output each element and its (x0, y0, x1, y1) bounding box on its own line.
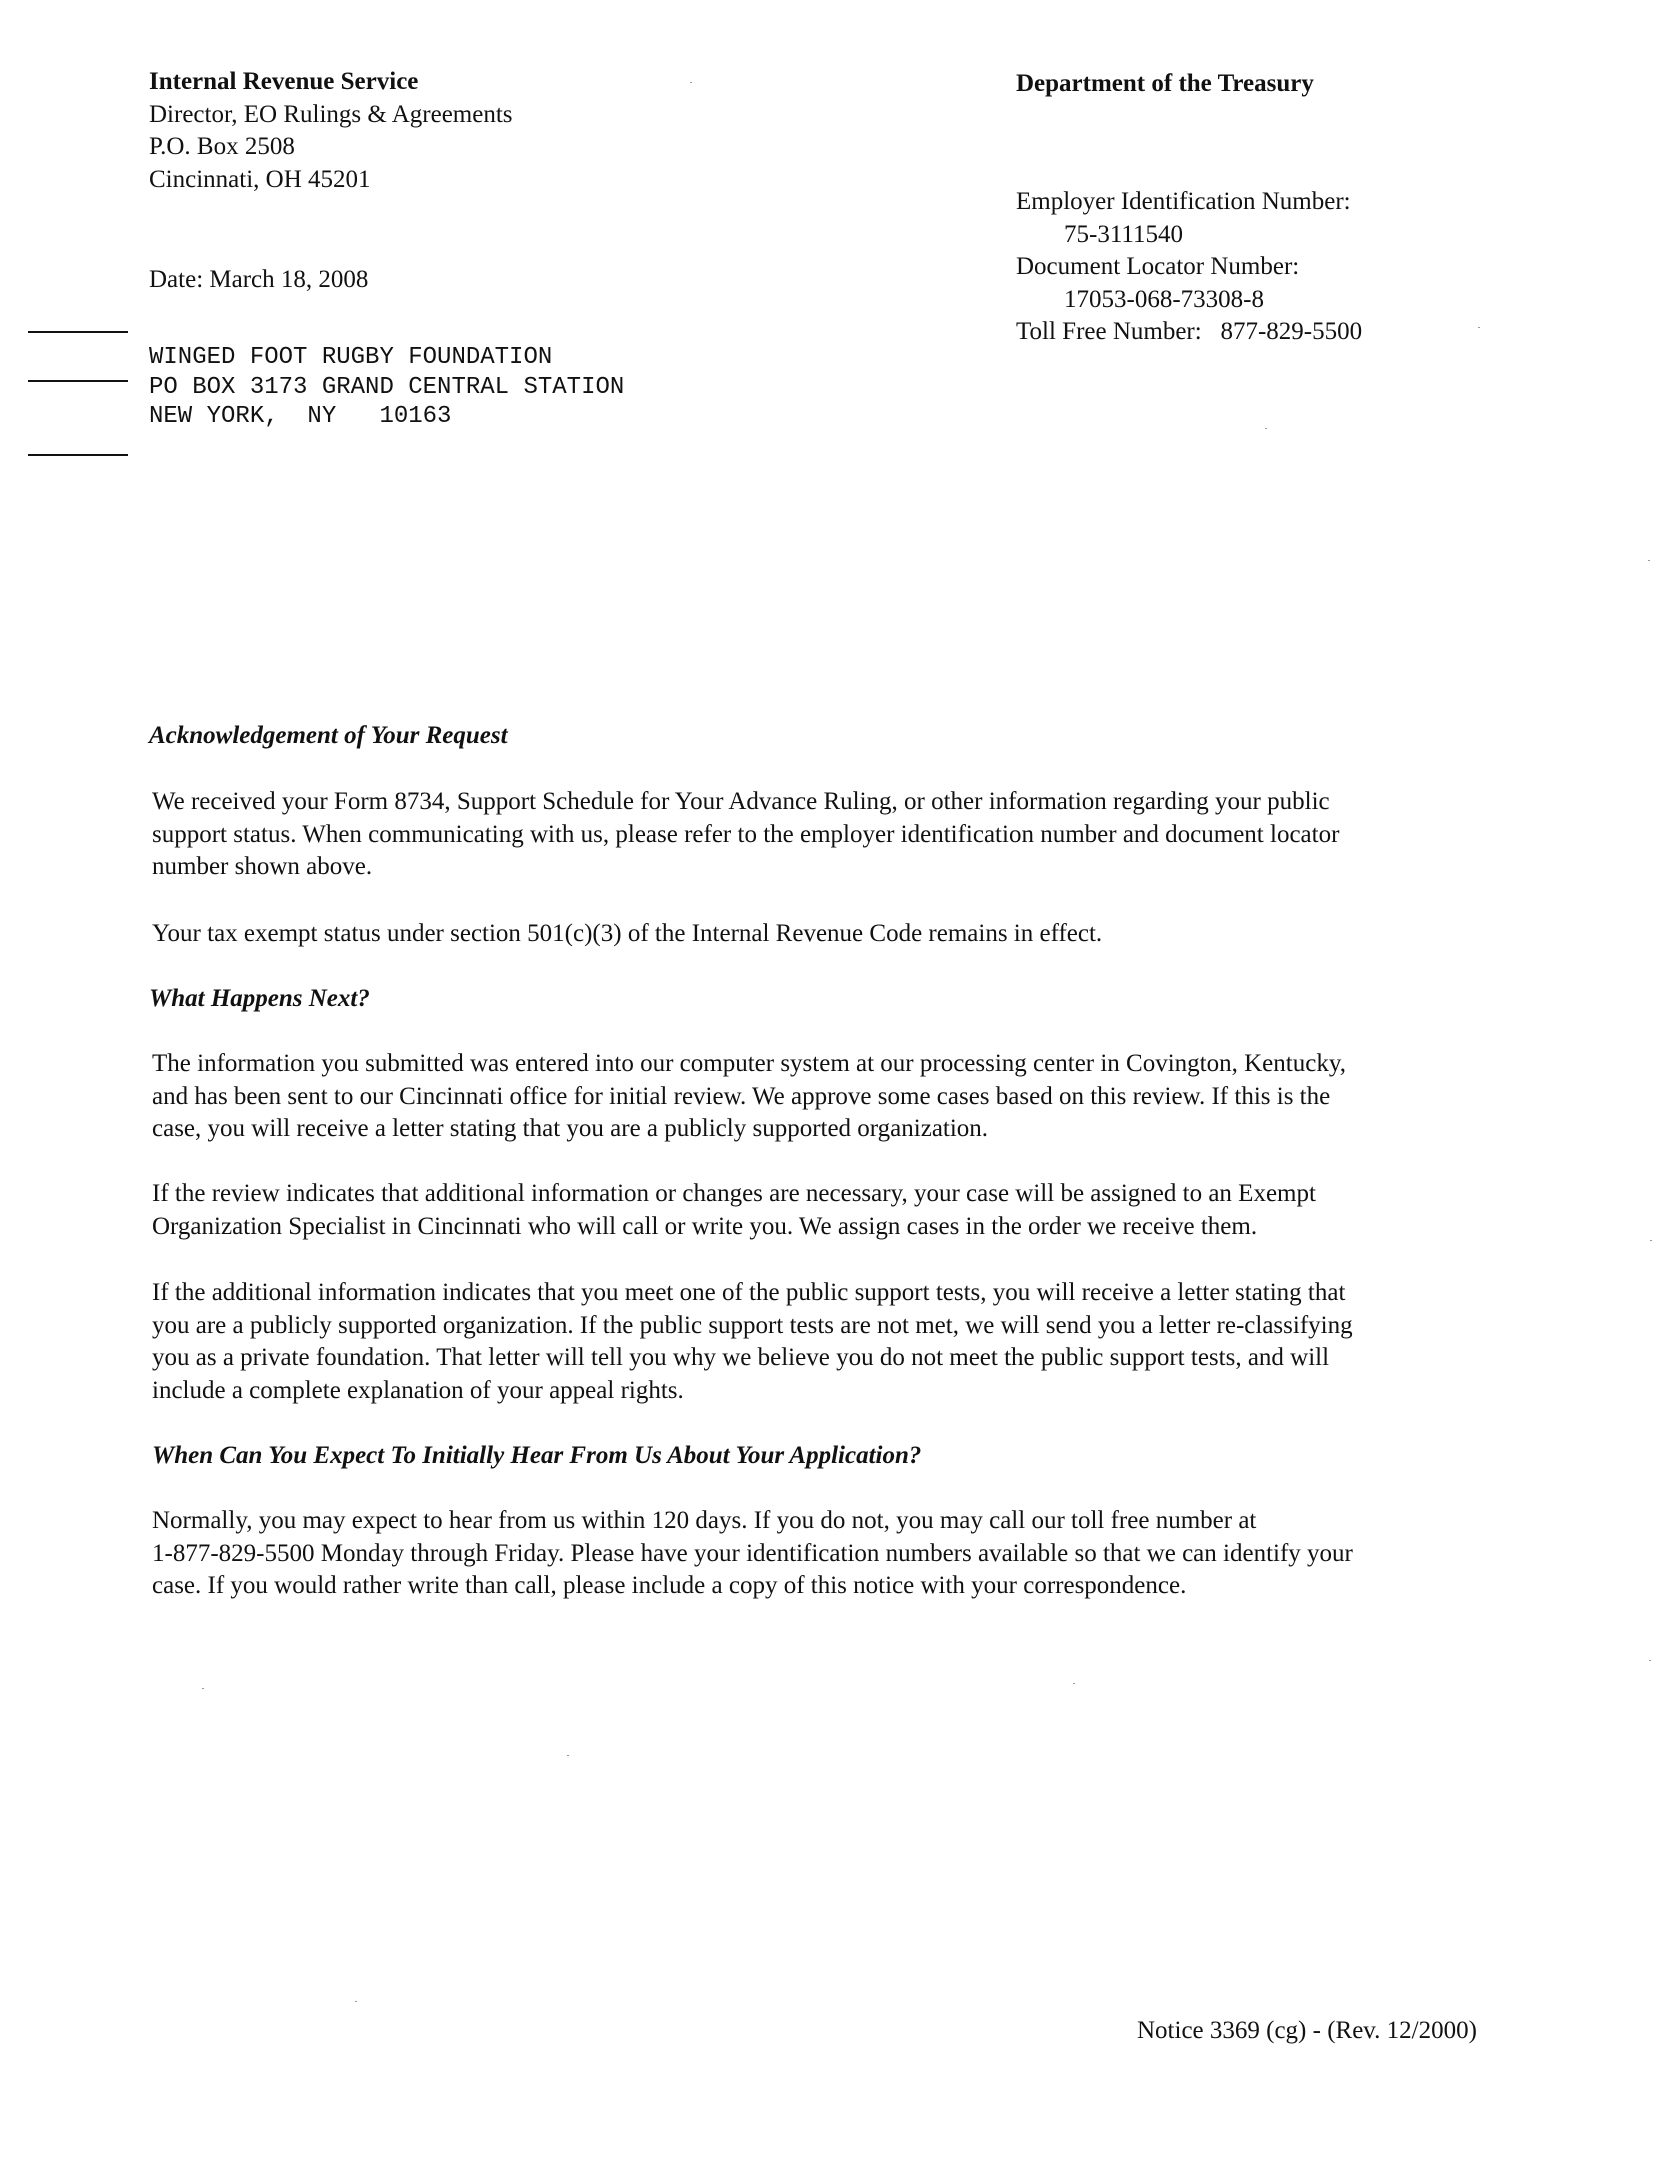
paragraph-line: number shown above. (152, 853, 373, 880)
sender-line: Cincinnati, OH 45201 (149, 165, 371, 193)
paragraph-line: include a complete explanation of your appeal rights. (152, 1376, 684, 1404)
margin-mark (28, 454, 128, 456)
paragraph-line: case. If you would rather write than call, please include a copy of this notice with your correspondence. (152, 1572, 1187, 1599)
paragraph (152, 1048, 1512, 1146)
paragraph-line: you are a publicly supported organization. If the public support tests are not met, we will send you a letter re-classifying (152, 1311, 1353, 1339)
paragraph-line: you as a private foundation. That letter will tell you why we believe you do not meet the public support tests, and will (152, 1344, 1330, 1371)
sender-line: Director, EO Rulings & Agreements (149, 100, 513, 128)
recipient-line: PO BOX 3173 GRAND CENTRAL STATION (149, 373, 625, 401)
sender-line: P.O. Box 2508 (149, 133, 295, 160)
paragraph (152, 918, 1512, 951)
scan-speck (1649, 1660, 1651, 1661)
paragraph-line: case, you will receive a letter stating that you are a publicly supported organization. (152, 1115, 989, 1142)
paragraph-line: 1-877-829-5500 Monday through Friday. Please have your identification numbers available so that we can identify your (152, 1539, 1353, 1567)
scan-speck (1648, 560, 1650, 561)
section-heading-acknowledgement: Acknowledgement of Your Request (149, 722, 508, 749)
section-heading-what-happens-next: What Happens Next? (149, 985, 370, 1012)
recipient-line: WINGED FOOT RUGBY FOUNDATION (149, 344, 553, 371)
footer-notice: Notice 3369 (cg) - (Rev. 12/2000) (1137, 2017, 1477, 2044)
paragraph-line: and has been sent to our Cincinnati office for initial review. We approve some cases based on this review. If this is the (152, 1082, 1331, 1110)
scan-speck (1265, 428, 1267, 429)
identifier-block (1016, 186, 1362, 349)
scan-speck (690, 82, 692, 83)
paragraph-line: We received your Form 8734, Support Schedule for Your Advance Ruling, or other information regarding your public (152, 788, 1330, 815)
tollfree-value: 877-829-5500 (1220, 318, 1363, 345)
scan-speck (567, 1755, 569, 1756)
scan-speck (355, 2001, 357, 2002)
paragraph-line: If the review indicates that additional information or changes are necessary, your case will be assigned to an Exempt (152, 1180, 1316, 1207)
recipient-address (149, 343, 624, 432)
tollfree-label: Toll Free Number: (1016, 318, 1202, 345)
paragraph (152, 1178, 1512, 1243)
tollfree-line (1016, 316, 1362, 349)
department-heading: Department of the Treasury (1016, 70, 1314, 97)
scan-speck (1478, 327, 1480, 328)
dln-value: 17053-068-73308-8 (1064, 285, 1264, 313)
scan-speck (1650, 1240, 1652, 1241)
ein-value: 75-3111540 (1064, 220, 1183, 248)
scan-speck (202, 1688, 204, 1689)
paragraph (152, 1277, 1512, 1407)
paragraph-line: The information you submitted was entered into our computer system at our processing center in Covington, Kentucky, (152, 1050, 1346, 1077)
recipient-line: NEW YORK, NY 10163 (149, 403, 452, 430)
sender-agency: Internal Revenue Service (149, 68, 419, 95)
ein-label: Employer Identification Number: (1016, 188, 1351, 215)
paragraph-line: If the additional information indicates that you meet one of the public support tests, you will receive a letter stating that (152, 1279, 1346, 1306)
paragraph-line: support status. When communicating with us, please refer to the employer identification number and document locator (152, 820, 1340, 848)
paragraph-line: Organization Specialist in Cincinnati who will call or write you. We assign cases in the order we receive them. (152, 1212, 1258, 1240)
scan-speck (1073, 1683, 1075, 1684)
sender-block (149, 66, 513, 196)
paragraph-line: Your tax exempt status under section 501(c)(3) of the Internal Revenue Code remains in effect. (152, 920, 1103, 947)
paragraph (152, 1505, 1512, 1603)
margin-mark (28, 331, 128, 333)
dln-label: Document Locator Number: (1016, 253, 1300, 280)
paragraph-line: Normally, you may expect to hear from us within 120 days. If you do not, you may call our toll free number at (152, 1507, 1257, 1534)
paragraph (152, 786, 1512, 884)
section-heading-when-to-expect: When Can You Expect To Initially Hear From Us About Your Application? (152, 1442, 922, 1469)
margin-mark (28, 380, 128, 382)
letter-date: Date: March 18, 2008 (149, 266, 369, 293)
